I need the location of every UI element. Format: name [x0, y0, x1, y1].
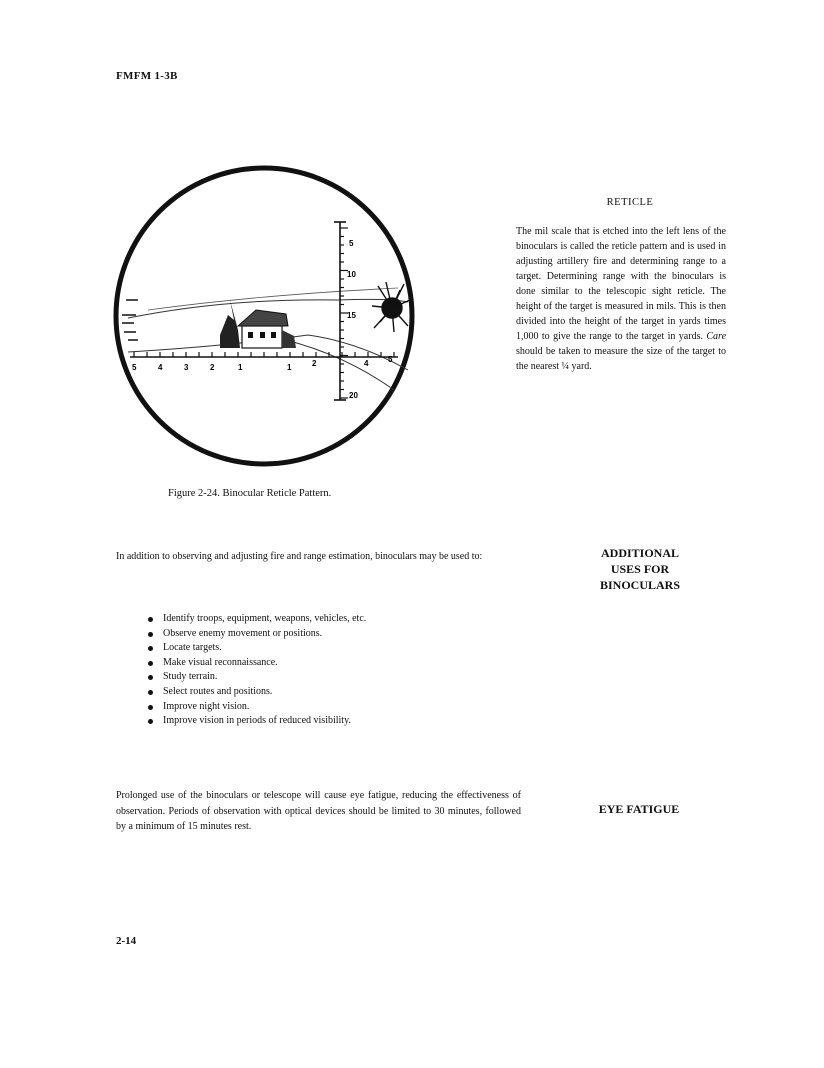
eye-fatigue-heading: EYE FATIGUE	[598, 802, 680, 816]
list-item: Observe enemy movement or positions.	[146, 627, 366, 642]
binocular-uses-list	[146, 612, 366, 729]
left-edge-marks	[122, 300, 138, 340]
figure-caption: Figure 2-24. Binocular Reticle Pattern.	[168, 488, 332, 499]
house-target	[220, 300, 296, 348]
list-item: Identify troops, equipment, weapons, vehicles, etc.	[146, 612, 366, 627]
list-item: Improve night vision.	[146, 700, 366, 715]
horizontal-mil-scale	[130, 352, 398, 372]
list-item: Select routes and positions.	[146, 685, 366, 700]
shell-burst	[372, 282, 410, 332]
heading-line: BINOCULARS	[599, 578, 680, 592]
additional-uses-intro: In addition to observing and adjusting fire and range estimation, binoculars may be used to:	[116, 551, 483, 562]
horizontal-scale-label: 1	[287, 363, 292, 372]
additional-uses-heading	[590, 545, 690, 593]
reticle-figure	[108, 160, 420, 472]
list-item: Make visual reconnaissance.	[146, 656, 366, 671]
horizontal-scale-label: 5	[388, 355, 393, 364]
reticle-emphasis: Care	[706, 331, 727, 342]
page-number: 2-14	[116, 935, 137, 947]
list-item: Locate targets.	[146, 641, 366, 656]
vertical-scale-label: 10	[347, 270, 356, 279]
reticle-illustration	[108, 160, 420, 472]
horizontal-scale-label: 4	[364, 359, 369, 368]
horizontal-scale-label: 2	[312, 359, 317, 368]
heading-line: ADDITIONAL	[600, 546, 679, 560]
horizontal-scale-label: 2	[210, 363, 215, 372]
list-item: Study terrain.	[146, 670, 366, 685]
vertical-scale-label: 15	[347, 311, 356, 320]
eye-fatigue-paragraph: Prolonged use of the binoculars or telescope will cause eye fatigue, reducing the effectiveness of observation. Periods of observation with optical devices should be limited to 30 minutes, followed by a minimum of 15 minutes rest.	[116, 790, 521, 832]
reticle-text-end: should be taken to measure the size of the target to the nearest ¼ yard.	[516, 346, 726, 372]
list-item: Improve vision in periods of reduced visibility.	[146, 714, 366, 729]
horizontal-scale-label: 4	[158, 363, 163, 372]
horizontal-scale-label: 1	[238, 363, 243, 372]
heading-line: USES FOR	[610, 562, 670, 576]
reticle-text: The mil scale that is etched into the left lens of the binoculars is called the reticle pattern and is used in adjusting artillery fire and determining range to a target. Determining range with the binoculars is done similar to the telescopic sight reticle. The height of the target is measured in mils. This is then divided into the height of the target in yards times 1,000 to give the range to the target in yards.	[516, 226, 726, 342]
vertical-mil-scale	[334, 222, 358, 400]
horizontal-scale-label: 5	[132, 363, 137, 372]
vertical-scale-label: 5	[349, 239, 354, 248]
horizontal-scale-label: 3	[184, 363, 189, 372]
vertical-scale-label: 20	[349, 391, 358, 400]
document-header: FMFM 1-3B	[116, 70, 178, 82]
reticle-heading: RETICLE	[606, 197, 654, 208]
reticle-paragraph	[516, 224, 726, 374]
